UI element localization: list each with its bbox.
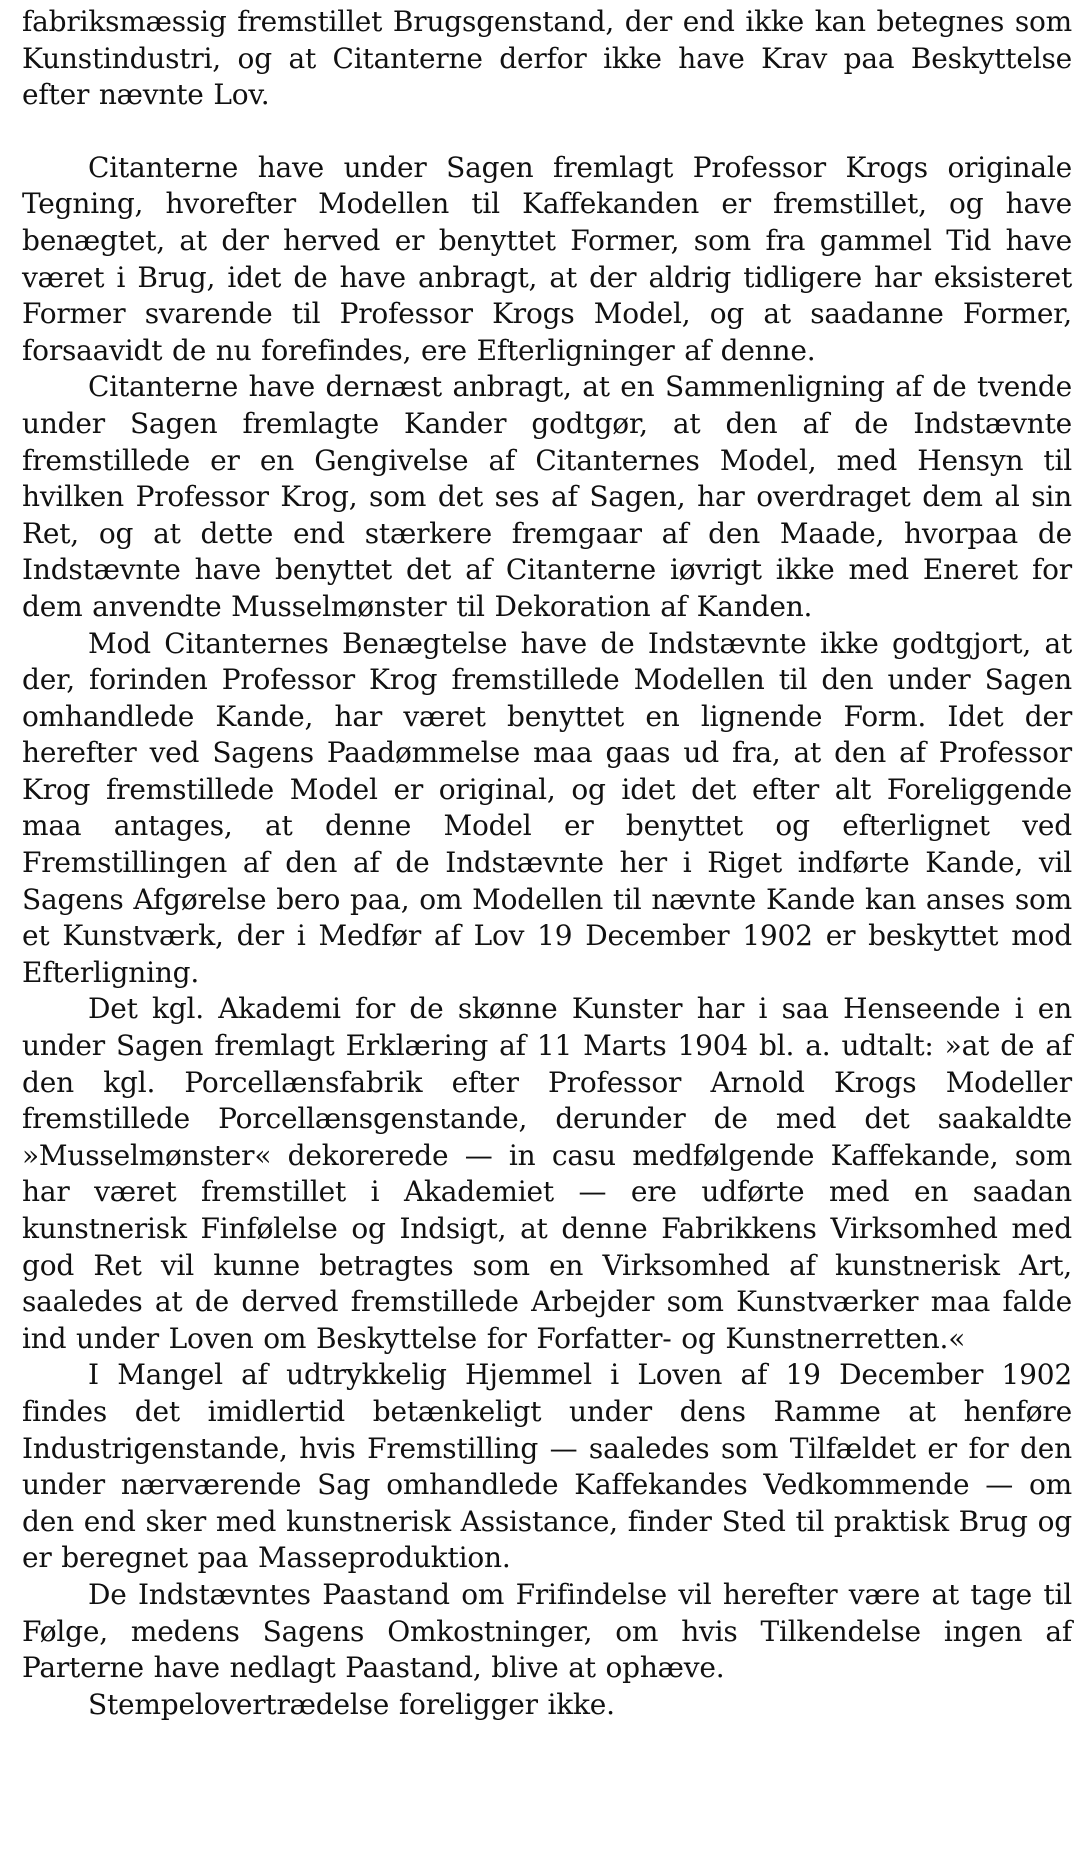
paragraph-citanterne-tegning: Citanterne have under Sagen fremlagt Professor Krogs originale Tegning, hvorefter Modellen til Kaffekanden er fremstillet, og have benægtet, at der herved er benyttet Former, som fra gammel Tid have været i Brug, idet de have anbragt, at der aldrig tidligere har eksisteret Former svarende til Professor Krogs Model, og at saadanne Former, forsaavidt de nu forefindes, ere Efterligninger af denne. [22,150,1072,367]
paragraph-akademi-erklaering: Det kgl. Akademi for de skønne Kunster har i saa Henseende i en under Sagen fremlagt Erklæring af 11 Marts 1904 bl. a. udtalt: »at de af den kgl. Porcellænsfabrik efter Professor Arnold Krogs Modeller fremstillede Porcellænsgenstande, derunder de med det saakaldte »Musselmønster« dekorerede — in casu medfølgende Kaffekande, som har været fremstillet i Akademiet — ere udførte med en saadan kunstnerisk Finfølelse og Indsigt, at denne Fabrikkens Virksomhed med god Ret vil kunne betragtes som en Virksomhed af kunstnerisk Art, saaledes at de derved fremstillede Arbejder som Kunstværker maa falde ind under Loven om Beskyttelse for Forfatter- og Kunstnerretten.« [22,992,1072,1355]
paragraph-stempelovertraedelse: Stempelovertrædelse foreligger ikke. [88,1687,615,1721]
paragraph-frifindelse: De Indstævntes Paastand om Frifindelse vil herefter være at tage til Følge, medens Sagens Omkostninger, om hvis Tilkendelse ingen af Parterne have nedlagt Paastand, blive at ophæve. [22,1577,1072,1685]
paragraph-citanterne-sammenligning: Citanterne have dernæst anbragt, at en Sammenligning af de tvende under Sagen fremlagte Kander godtgør, at den af de Indstævnte fremstillede er en Gengivelse af Citanternes Model, med Hensyn til hvilken Professor Krog, som det ses af Sagen, har overdraget dem al sin Ret, og at dette end stærkere fremgaar af den Maade, hvorpaa de Indstævnte have benyttet det af Citanterne iøvrigt ikke med Eneret for dem anvendte Musselmønster til Dekoration af Kanden. [22,370,1072,623]
paragraph-continuation: fabriksmæssig fremstillet Brugsgenstand, der end ikke kan betegnes som Kunstindustri, og at Citanterne derfor ikke have Krav paa Beskyttelse efter nævnte Lov. [22,5,1072,112]
paragraph-mangel-hjemmel: I Mangel af udtrykkelig Hjemmel i Loven af 19 December 1902 findes det imidlertid betænkeligt under dens Ramme at henføre Industrigenstande, hvis Fremstilling — saaledes som Tilfældet er for den under nærværende Sag omhandlede Kaffekandes Vedkommende — om den end sker med kunstnerisk Assistance, finder Sted til praktisk Brug og er beregnet paa Masseproduktion. [22,1358,1072,1575]
document-page [22,4,1072,1723]
paragraph-benaegtelse: Mod Citanternes Benægtelse have de Indstævnte ikke godtgjort, at der, forinden Professor Krog fremstillede Modellen til den under Sagen omhandlede Kande, har været benyttet en lignende Form. Idet der herefter ved Sagens Paadømmelse maa gaas ud fra, at den af Professor Krog fremstillede Model er original, og idet det efter alt Foreliggende maa antages, at denne Model er benyttet og efterlignet ved Fremstillingen af den af de Indstævnte her i Riget indførte Kande, vil Sagens Afgørelse bero paa, om Modellen til nævnte Kande kan anses som et Kunstværk, der i Medfør af Lov 19 December 1902 er beskyttet mod Efterligning. [22,626,1072,989]
